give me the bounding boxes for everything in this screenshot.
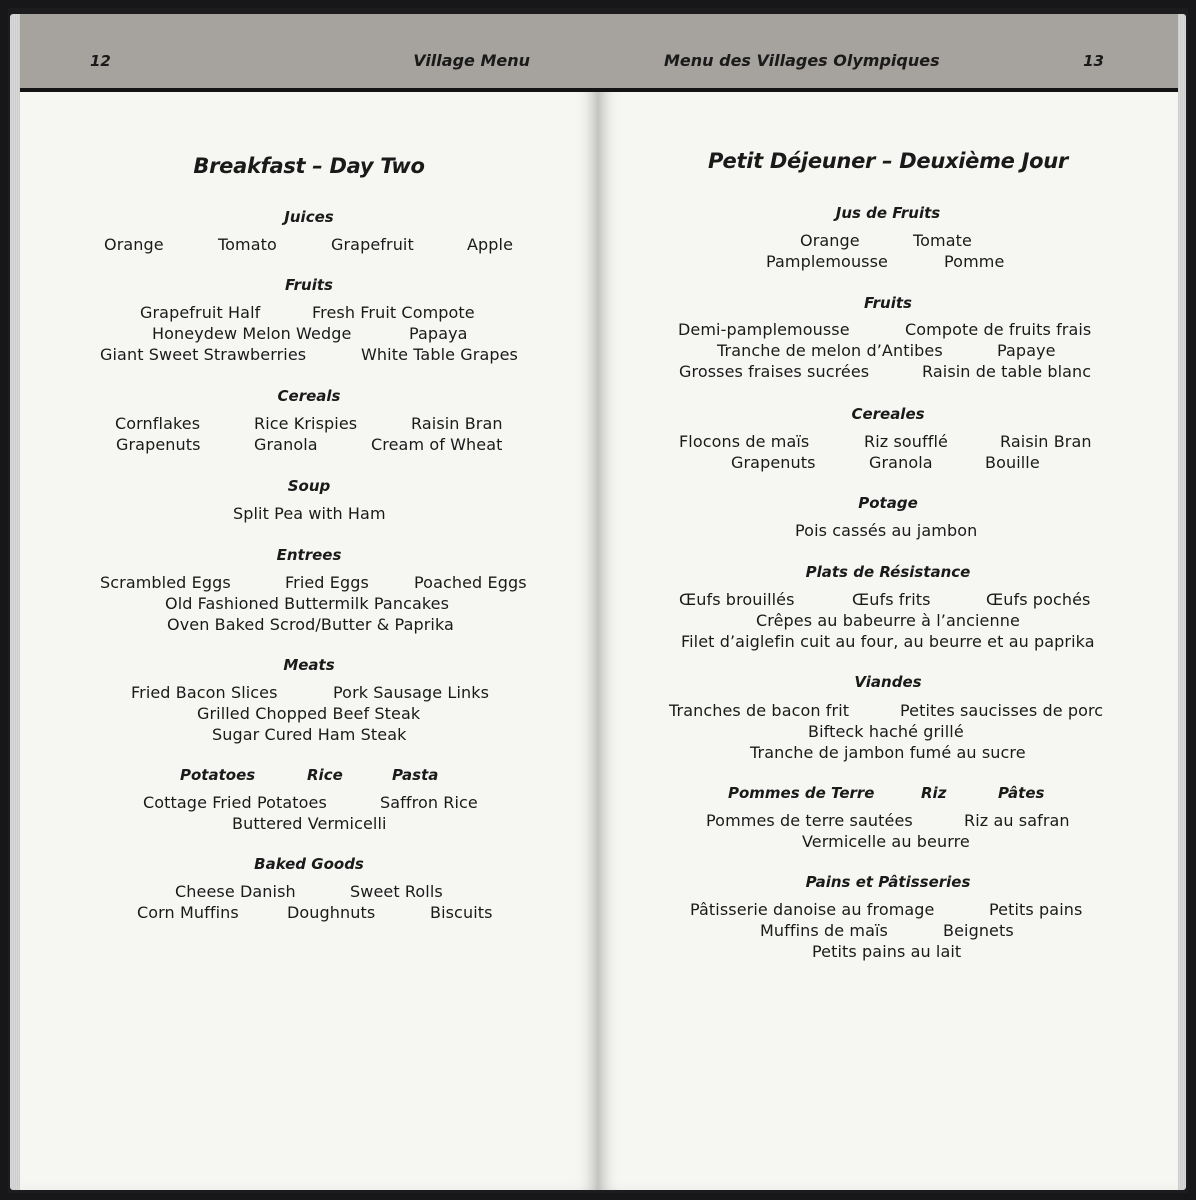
menu-item: Crêpes au babeurre à l’ancienne (756, 611, 1020, 630)
menu-item: Pork Sausage Links (333, 683, 490, 702)
section-heading-entrees: Entrees (276, 546, 342, 564)
menu-item: Granola (869, 453, 933, 472)
menu-item: Cornflakes (115, 414, 201, 433)
menu-item: Grilled Chopped Beef Steak (197, 704, 421, 723)
menu-item: Sweet Rolls (350, 882, 443, 901)
section-heading-rice: Rice (307, 766, 343, 784)
menu-item: Corn Muffins (137, 903, 239, 922)
menu-item: Tranche de melon d’Antibes (717, 341, 943, 360)
menu-item: Tomate (913, 231, 972, 250)
menu-item: Œufs brouillés (679, 590, 795, 609)
section-heading-cereals: Cereals (277, 387, 341, 405)
menu-item: Riz soufflé (864, 432, 948, 451)
menu-item: Tomato (218, 235, 277, 254)
menu-item: Old Fashioned Buttermilk Pancakes (165, 594, 450, 613)
right-page (598, 14, 1178, 1190)
section-heading-potatoes: Potatoes (180, 766, 256, 784)
menu-item: Buttered Vermicelli (232, 814, 387, 833)
menu-item: Raisin Bran (411, 414, 503, 433)
section-heading-meats: Meats (283, 656, 335, 674)
menu-item: Filet d’aiglefin cuit au four, au beurre et au paprika (681, 632, 1095, 651)
menu-item: Fried Bacon Slices (131, 683, 278, 702)
menu-item: Split Pea with Ham (233, 504, 386, 523)
menu-item: Petites saucisses de porc (900, 701, 1104, 720)
menu-item: Riz au safran (964, 811, 1070, 830)
menu-item: Œufs pochés (986, 590, 1091, 609)
menu-item: Bifteck haché grillé (808, 722, 964, 741)
header-title: Menu des Villages Olympiques (664, 51, 940, 70)
menu-item: Scrambled Eggs (100, 573, 231, 592)
menu-item: Œufs frits (852, 590, 931, 609)
menu-item: Oven Baked Scrod/Butter & Paprika (167, 615, 454, 634)
section-heading-soup: Potage (858, 494, 918, 512)
menu-item: Pommes de terre sautées (706, 811, 913, 830)
menu-item: Honeydew Melon Wedge (152, 324, 352, 343)
menu-item: Beignets (943, 921, 1014, 940)
section-heading-baked-goods: Pains et Pâtisseries (805, 873, 971, 891)
menu-item: Papaye (997, 341, 1056, 360)
section-heading-fruits: Fruits (864, 294, 912, 312)
menu-item: Orange (104, 235, 164, 254)
menu-item: Apple (467, 235, 514, 254)
section-heading-cereals: Cereales (851, 405, 925, 423)
menu-item: Muffins de maïs (760, 921, 888, 940)
menu-item: White Table Grapes (361, 345, 518, 364)
menu-item: Demi-pamplemousse (678, 320, 850, 339)
right-page-header (598, 14, 1178, 92)
menu-item: Grapenuts (731, 453, 816, 472)
menu-item: Petits pains au lait (812, 942, 962, 961)
section-heading-entrees: Plats de Résistance (805, 563, 971, 581)
section-heading-potatoes: Pommes de Terre (728, 784, 875, 802)
menu-item: Flocons de maïs (679, 432, 810, 451)
menu-item: Grapefruit Half (140, 303, 261, 322)
page-title: Breakfast – Day Two (193, 154, 425, 178)
menu-item: Compote de fruits frais (905, 320, 1092, 339)
menu-item: Cheese Danish (175, 882, 296, 901)
menu-item: Pomme (944, 252, 1005, 271)
header-title: Village Menu (413, 51, 530, 70)
section-heading-meats: Viandes (854, 673, 922, 691)
menu-item: Doughnuts (287, 903, 376, 922)
menu-item: Biscuits (430, 903, 493, 922)
menu-item: Giant Sweet Strawberries (100, 345, 307, 364)
menu-item: Cream of Wheat (371, 435, 503, 454)
section-heading-fruits: Fruits (285, 276, 333, 294)
page-number: 13 (1083, 52, 1104, 70)
menu-item: Orange (800, 231, 860, 250)
left-page-header (20, 14, 598, 92)
menu-item: Petits pains (989, 900, 1083, 919)
menu-item: Fried Eggs (285, 573, 369, 592)
left-page (20, 14, 598, 1190)
menu-item: Pâtisserie danoise au fromage (690, 900, 935, 919)
menu-item: Poached Eggs (414, 573, 527, 592)
menu-item: Saffron Rice (380, 793, 478, 812)
menu-item: Tranche de jambon fumé au sucre (750, 743, 1026, 762)
menu-item: Pamplemousse (766, 252, 888, 271)
menu-item: Raisin de table blanc (922, 362, 1092, 381)
section-heading-rice: Riz (921, 784, 947, 802)
menu-item: Vermicelle au beurre (802, 832, 970, 851)
section-heading-pasta: Pâtes (998, 784, 1045, 802)
menu-item: Bouille (985, 453, 1040, 472)
menu-item: Tranches de bacon frit (669, 701, 850, 720)
section-heading-juices: Jus de Fruits (835, 204, 941, 222)
page-number: 12 (90, 52, 111, 70)
menu-item: Granola (254, 435, 318, 454)
menu-item: Pois cassés au jambon (795, 521, 978, 540)
menu-item: Grapenuts (116, 435, 201, 454)
menu-item: Sugar Cured Ham Steak (212, 725, 407, 744)
section-heading-soup: Soup (287, 477, 331, 495)
page-title: Petit Déjeuner – Deuxième Jour (708, 149, 1068, 173)
menu-item: Cottage Fried Potatoes (143, 793, 327, 812)
menu-item: Rice Krispies (254, 414, 358, 433)
menu-item: Grapefruit (331, 235, 414, 254)
section-heading-pasta: Pasta (392, 766, 439, 784)
menu-item: Papaya (409, 324, 468, 343)
section-heading-baked-goods: Baked Goods (254, 855, 364, 873)
menu-item: Fresh Fruit Compote (312, 303, 475, 322)
section-heading-juices: Juices (284, 208, 334, 226)
menu-item: Grosses fraises sucrées (679, 362, 870, 381)
menu-item: Raisin Bran (1000, 432, 1092, 451)
